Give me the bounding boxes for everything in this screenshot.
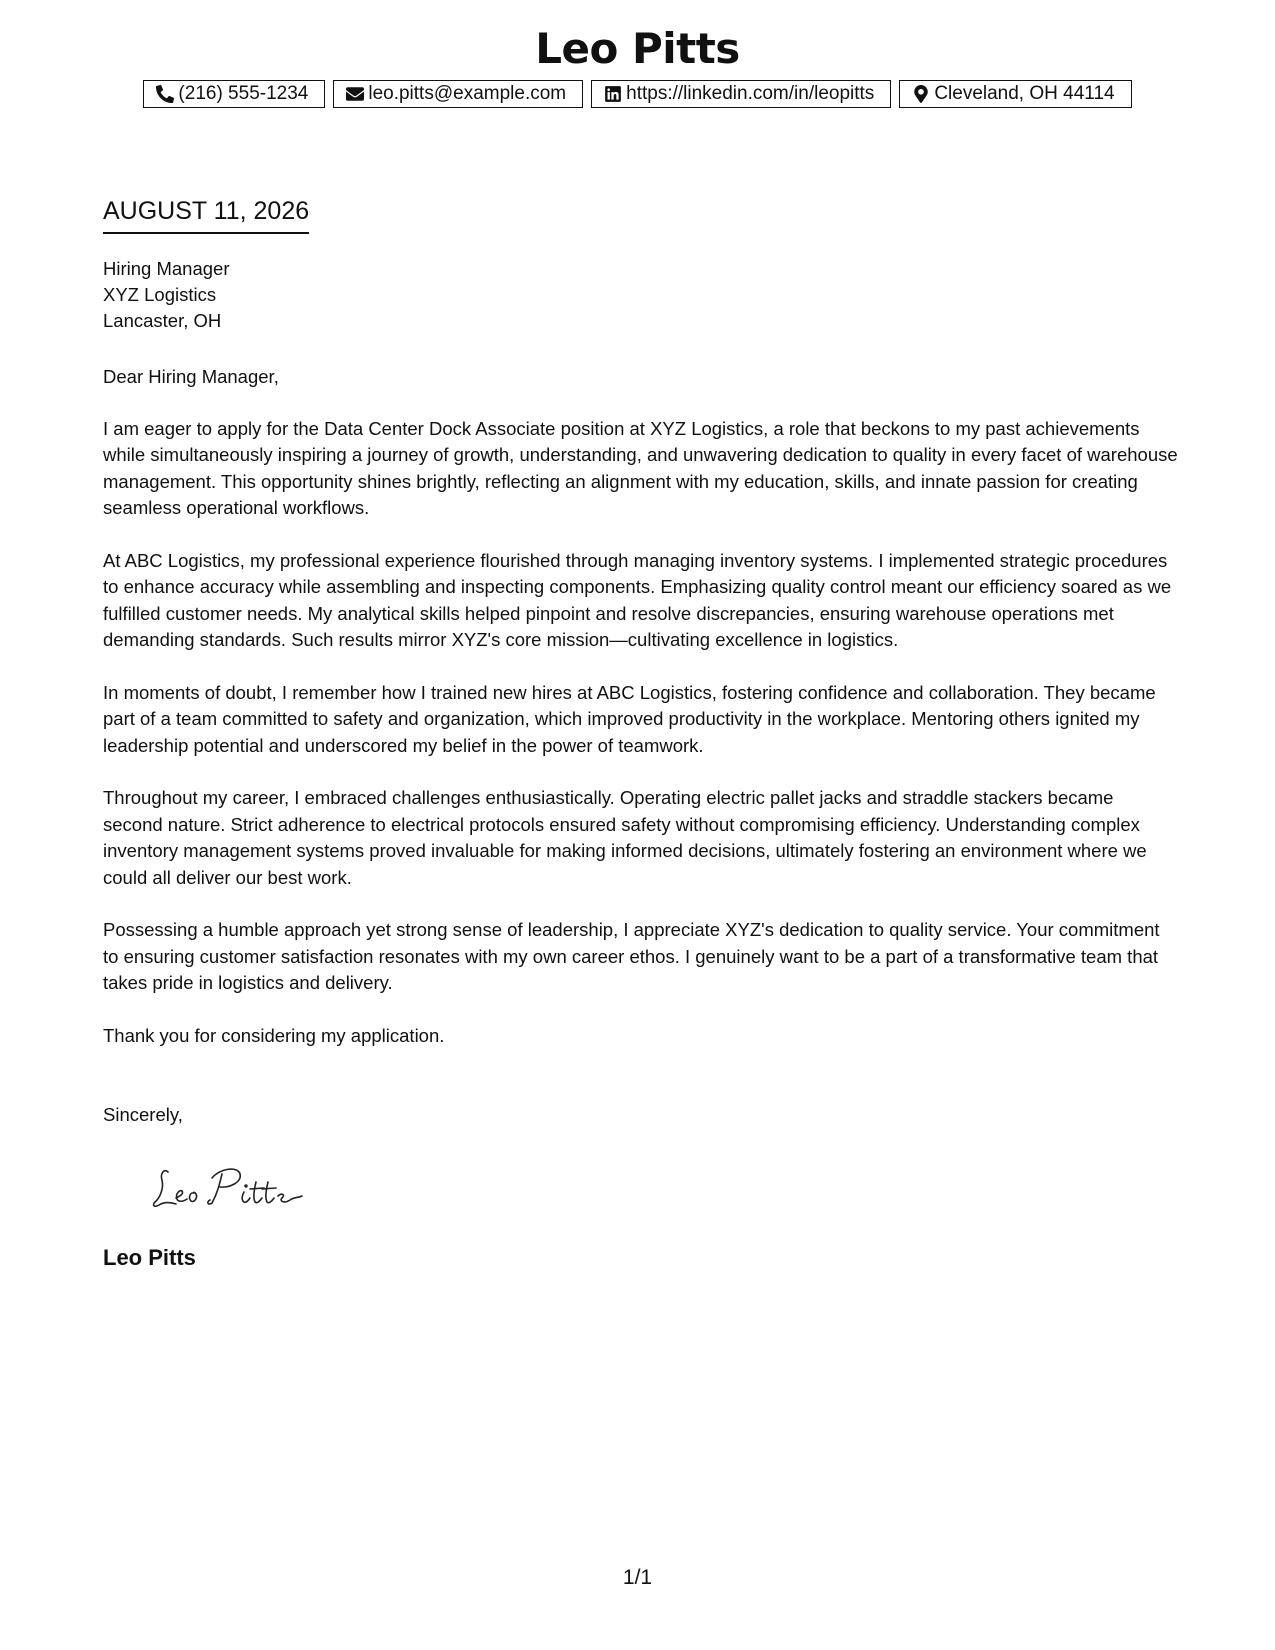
body-paragraph: At ABC Logistics, my professional experience flourished through managing inventory systems. I implemented strategic procedures to enhance accuracy while assembling and inspecting components. Emphasizing quality control meant our efficiency soared as we fulfilled customer needs. My analytical skills helped pinpoint and resolve discrepancies, ensuring warehouse operations met demanding standards. Such results mirror XYZ's core mission—cultivating excellence in logistics. [103, 549, 1172, 650]
salutation: Dear Hiring Manager, [103, 366, 279, 387]
linkedin-text: https://linkedin.com/in/leopitts [626, 83, 875, 104]
closing: Sincerely, [103, 1104, 183, 1125]
handwritten-signature [150, 1158, 320, 1214]
location-text: Cleveland, OH 44114 [934, 83, 1115, 104]
recipient-title: Hiring Manager [103, 258, 230, 279]
body-paragraph: Possessing a humble approach yet strong sense of leadership, I appreciate XYZ's dedication to quality service. Your commitment to ensuring customer satisfaction resonates with my own career ethos. I genuinely want to be a part of a transformative team that takes pride in logistics and delivery. [103, 919, 1160, 993]
recipient-company: XYZ Logistics [103, 284, 217, 305]
letter-body [103, 364, 1178, 1075]
map-marker-icon [912, 85, 930, 103]
email-text: leo.pitts@example.com [368, 83, 567, 104]
phone-icon [156, 85, 174, 103]
recipient-block [103, 256, 229, 334]
letter-date: AUGUST 11, 2026 [103, 196, 309, 234]
contact-location [899, 80, 1131, 108]
signer-name: Leo Pitts [103, 1245, 196, 1270]
recipient-location: Lancaster, OH [103, 310, 222, 331]
contact-phone[interactable] [143, 80, 325, 108]
contact-linkedin[interactable] [591, 80, 891, 108]
thank-you-line: Thank you for considering my application. [103, 1024, 445, 1046]
envelope-icon [346, 85, 364, 103]
phone-text: (216) 555-1234 [178, 83, 309, 104]
body-paragraph: I am eager to apply for the Data Center Dock Associate position at XYZ Logistics, a role that beckons to my past achievements while simultaneously inspiring a journey of growth, understanding, and unwavering dedication to quality in every facet of warehouse management. This opportunity shines brightly, reflecting an alignment with my education, skills, and innate passion for creating seamless operational workflows. [103, 417, 1178, 518]
page-number: 1/1 [622, 1566, 653, 1589]
contact-bar [0, 80, 1275, 108]
linkedin-icon [604, 85, 622, 103]
body-paragraph: Throughout my career, I embraced challenges enthusiastically. Operating electric pallet jacks and straddle stackers became second nature. Strict adherence to electrical protocols ensured safety without compromising efficiency. Understanding complex inventory management systems proved invaluable for making informed decisions, ultimately fostering an environment where we could all deliver our best work. [103, 787, 1147, 888]
body-paragraph: In moments of doubt, I remember how I trained new hires at ABC Logistics, fostering confidence and collaboration. They became part of a team committed to safety and organization, which improved productivity in the workplace. Mentoring others ignited my leadership potential and underscored my belief in the power of teamwork. [103, 681, 1156, 756]
contact-email[interactable] [333, 80, 583, 108]
applicant-name-heading: Leo Pitts [535, 24, 740, 73]
